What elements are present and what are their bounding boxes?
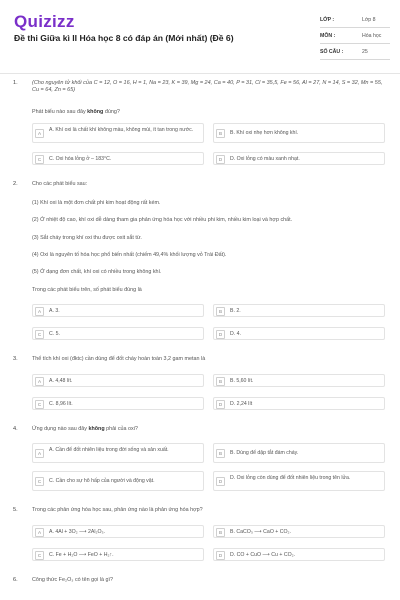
- statement-5: (5) Ở dạng đơn chất, khí oxi có nhiều trong không khí.: [32, 269, 162, 275]
- meta-table: [320, 12, 390, 60]
- option-letter: B: [216, 528, 225, 537]
- option-c[interactable]: [32, 471, 204, 491]
- option-text: C. Cần cho sự hô hấp của người và động vật.: [49, 478, 155, 484]
- prompt-text: đúng?: [103, 109, 120, 115]
- option-text: B. 5,60 lít.: [230, 378, 254, 384]
- option-b[interactable]: [213, 304, 385, 317]
- option-text: A. Khí oxi là chất khí không màu, không mùi, ít tan trong nước.: [49, 127, 194, 133]
- option-text: D. Oxi lỏng có màu xanh nhạt.: [230, 156, 300, 162]
- option-letter: D: [216, 155, 225, 164]
- option-letter: A: [35, 307, 44, 316]
- option-text: C. Oxi hóa lỏng ở – 183°C.: [49, 156, 112, 162]
- meta-row-class: [320, 12, 390, 28]
- question-number: 3.: [13, 356, 18, 362]
- question-prompt: [32, 426, 387, 433]
- prompt-text: phải của oxi?: [104, 426, 138, 432]
- option-letter: A: [35, 377, 44, 386]
- option-b[interactable]: [213, 123, 385, 143]
- statement-3: (3) Sắt cháy trong khí oxi thu được oxit sắt từ.: [32, 235, 142, 241]
- option-letter: C: [35, 477, 44, 486]
- meta-label: SỐ CÂU :: [320, 48, 344, 55]
- prompt-text: Ứng dụng nào sau đây: [32, 426, 89, 432]
- option-c[interactable]: [32, 152, 204, 165]
- option-c[interactable]: [32, 548, 204, 561]
- option-d[interactable]: [213, 471, 385, 491]
- statement-2: (2) Ở nhiệt độ cao, khí oxi dễ dàng tham gia phản ứng hóa học với nhiều phi kim, nhiều kim loại và hợp chất.: [32, 217, 293, 223]
- option-a[interactable]: [32, 525, 204, 538]
- option-letter: A: [35, 129, 44, 138]
- option-d[interactable]: [213, 327, 385, 340]
- option-text: D. 2,24 lít: [230, 401, 253, 407]
- option-text: B. 2.: [230, 308, 241, 314]
- option-text: B. CaCO₃ ⟶ CaO + CO₂.: [230, 529, 292, 535]
- document-header: [0, 0, 400, 72]
- option-letter: C: [35, 155, 44, 164]
- meta-label: LỚP :: [320, 16, 335, 23]
- header-divider: [0, 73, 400, 74]
- option-letter: C: [35, 330, 44, 339]
- prompt-emphasis: không: [87, 109, 104, 115]
- option-text: B. Khí oxi nhẹ hơn không khí.: [230, 130, 299, 136]
- option-text: B. Dùng để dập tắt đám cháy.: [230, 450, 299, 456]
- option-letter: C: [35, 551, 44, 560]
- prompt-emphasis: không: [88, 426, 105, 432]
- option-a[interactable]: [32, 304, 204, 317]
- option-text: A. Cần để đốt nhiên liệu trong đời sống và sản xuất.: [49, 447, 169, 453]
- meta-value: Lớp 8: [362, 16, 376, 23]
- meta-value: 25: [362, 48, 368, 55]
- option-a[interactable]: [32, 374, 204, 387]
- option-d[interactable]: [213, 548, 385, 561]
- option-letter: B: [216, 449, 225, 458]
- option-text: A. 3.: [49, 308, 60, 314]
- option-letter: D: [216, 477, 225, 486]
- option-text: D. Oxi lỏng còn dùng để đốt nhiên liệu trong tên lửa.: [230, 475, 351, 481]
- question-prompt: Trong các phản ứng hóa học sau, phản ứng nào là phản ứng hóa hợp?: [32, 507, 203, 513]
- question-number: 4.: [13, 426, 18, 432]
- option-a[interactable]: [32, 123, 204, 143]
- statement-1: (1) Khí oxi là một đơn chất phi kim hoạt động rất kém.: [32, 200, 161, 206]
- meta-row-subject: [320, 28, 390, 44]
- option-a[interactable]: [32, 443, 204, 463]
- quizizz-logo[interactable]: Quizizz: [14, 12, 75, 31]
- option-d[interactable]: [213, 152, 385, 165]
- meta-label: MÔN :: [320, 32, 336, 39]
- question-prompt: Công thức Fe₂O₃ có tên gọi là gì?: [32, 577, 114, 583]
- question-number: 2.: [13, 181, 18, 187]
- option-b[interactable]: [213, 374, 385, 387]
- question-prompt: [32, 109, 387, 116]
- question-prompt: Cho các phát biểu sau:: [32, 181, 88, 187]
- option-letter: C: [35, 400, 44, 409]
- question-number: 5.: [13, 507, 18, 513]
- option-c[interactable]: [32, 397, 204, 410]
- option-text: D. CO + CuO ⟶ Cu + CO₂.: [230, 552, 296, 558]
- option-letter: D: [216, 330, 225, 339]
- meta-row-count: [320, 44, 390, 60]
- option-text: C. 5.: [49, 331, 60, 337]
- option-letter: A: [35, 449, 44, 458]
- option-text: C. Fe + H₂O ⟶ FeO + H₂↑.: [49, 552, 114, 558]
- option-b[interactable]: [213, 525, 385, 538]
- option-letter: B: [216, 129, 225, 138]
- option-letter: B: [216, 307, 225, 316]
- option-c[interactable]: [32, 327, 204, 340]
- question-intro: (Cho nguyên tử khối của C = 12, O = 16, H = 1, Na = 23, K = 39, Mg = 24, Ca = 40, P = 31, Cl = 35,5, Fe = 56, Al = 27, N = 14, S = 32, Mn = 55, Cu = 64, Zn = 65): [32, 80, 383, 93]
- option-d[interactable]: [213, 397, 385, 410]
- option-text: A. 4,48 lít.: [49, 378, 73, 384]
- option-text: C. 8,96 lít.: [49, 401, 73, 407]
- question-prompt: Thể tích khí oxi (đktc) cần dùng để đốt cháy hoàn toàn 3,2 gam metan là: [32, 356, 206, 362]
- question-stem: Trong các phát biểu trên, số phát biểu đúng là: [32, 287, 142, 293]
- option-letter: D: [216, 551, 225, 560]
- option-b[interactable]: [213, 443, 385, 463]
- question-number: 1.: [13, 80, 18, 86]
- option-text: D. 4.: [230, 331, 241, 337]
- option-letter: B: [216, 377, 225, 386]
- meta-value: Hóa học: [362, 32, 382, 39]
- option-letter: A: [35, 528, 44, 537]
- statement-4: (4) Oxi là nguyên tố hóa học phổ biến nhất (chiếm 49,4% khối lượng vỏ Trái Đất).: [32, 252, 227, 258]
- question-number: 6.: [13, 577, 18, 583]
- prompt-text: Phát biểu nào sau đây: [32, 109, 88, 115]
- document-title: Đề thi Giữa kì II Hóa học 8 có đáp án (Mới nhất) (Đề 6): [14, 33, 234, 43]
- option-letter: D: [216, 400, 225, 409]
- option-text: A. 4Al + 3O₂ ⟶ 2Al₂O₃.: [49, 529, 106, 535]
